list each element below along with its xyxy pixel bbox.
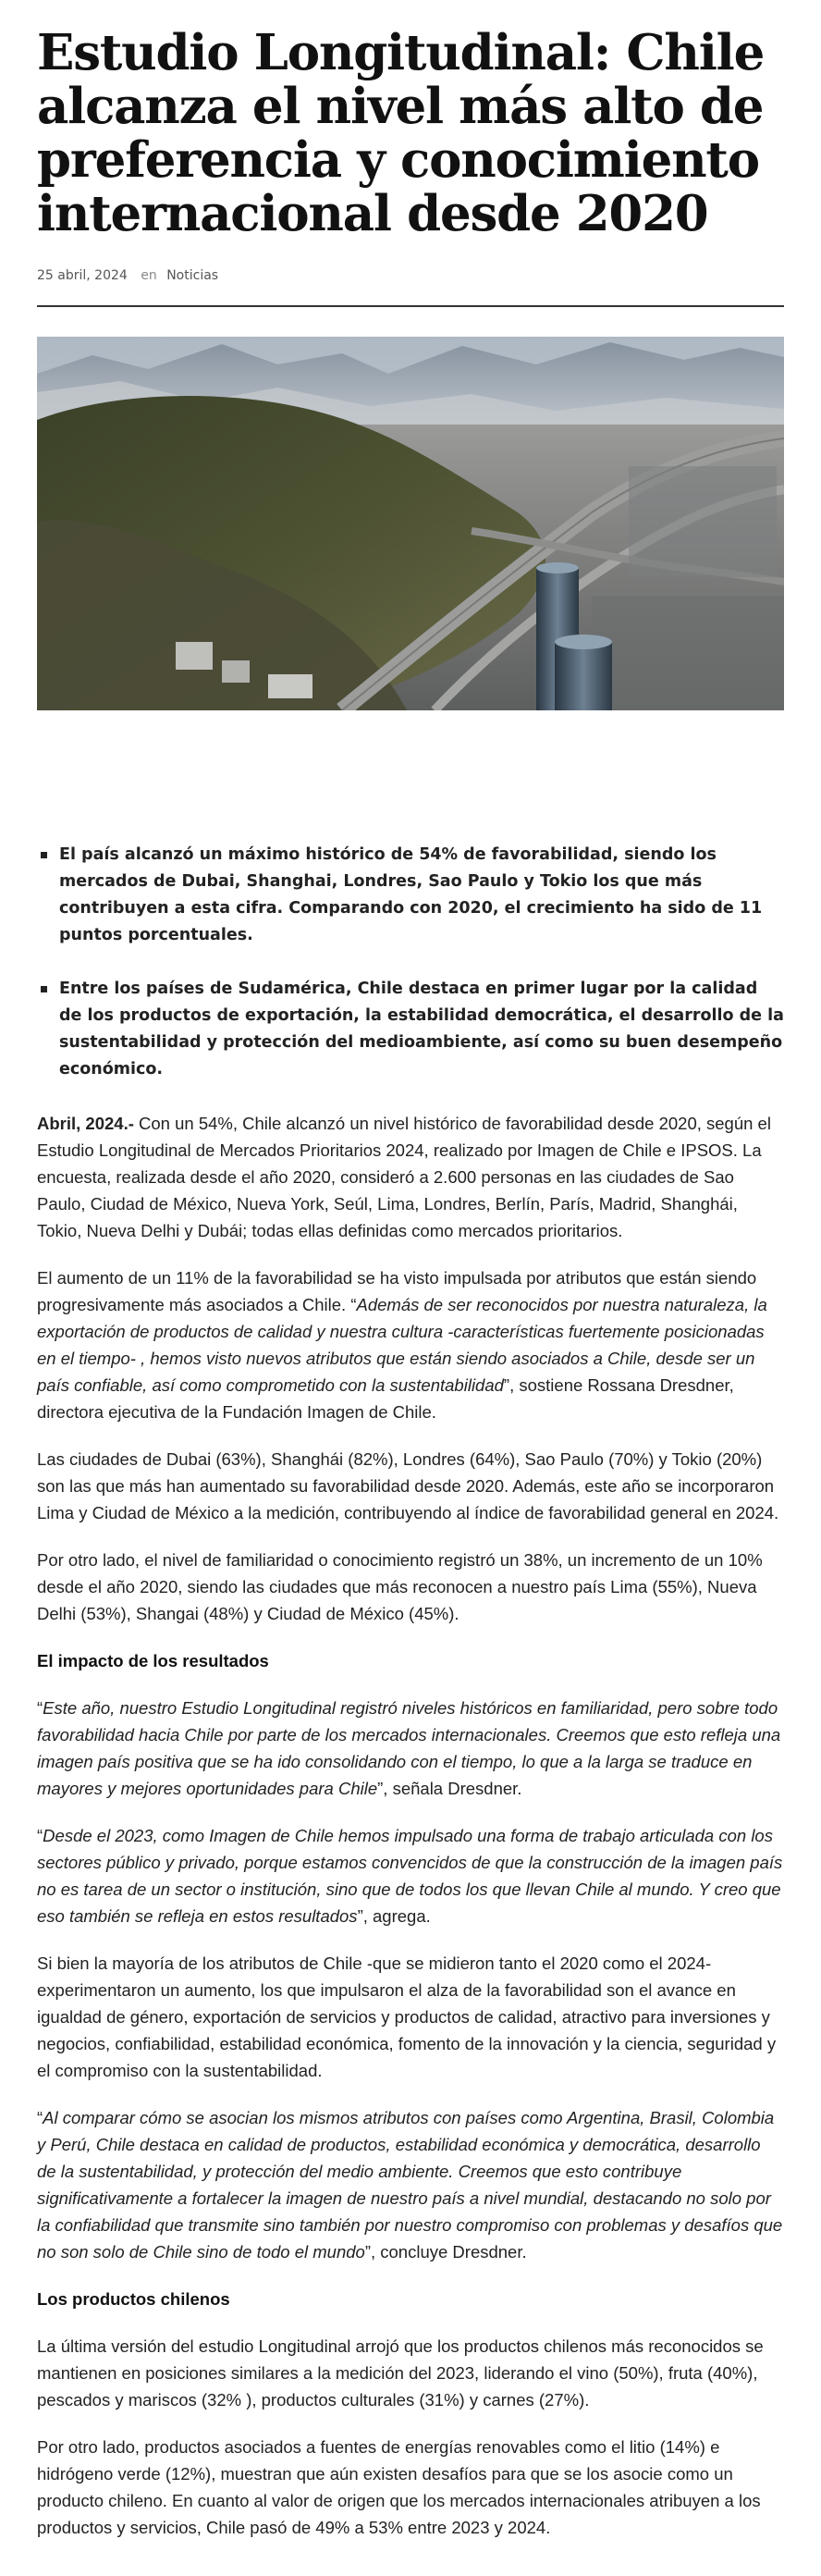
section-heading: Los productos chilenos — [37, 2289, 230, 2309]
paragraph: Abril, 2024.- Con un 54%, Chile alcanzó un nivel histórico de favorabilidad desde 2020, según el Estudio Longitudinal de Mercados Prioritarios 2024, realizado por Imagen de Chile e IPSOS. La encuesta, realizada desde el año 2020, consideró a 2.600 personas en las ciudades de Sao Paulo, Ciudad de México, Nueva York, Seúl, Lima, Londres, Berlín, París, Madrid, Shanghái, Tokio, Nueva Delhi y Dubái; todas ellas definidas como mercados prioritarios. — [37, 1114, 771, 1240]
quote: Además de ser reconocidos por nuestra naturaleza, la exportación de productos de calidad y nuestra cultura -características fuertemente posicionadas en el tiempo- , hemos visto nuevos atributos que están siendo asociados a Chile, desde ser un país confiable, así como comprometido con la sustentabilidad — [37, 1295, 767, 1395]
title-divider — [37, 305, 784, 307]
hero-image — [37, 337, 784, 710]
article-body — [37, 1110, 784, 2541]
highlight-item: Entre los países de Sudamérica, Chile destaca en primer lugar por la calidad de los productos de exportación, la estabilidad democrática, el desarrollo de la sustentabilidad y protección del medioambiente, así como su buen desempeño económico. — [37, 976, 784, 1083]
paragraph: Por otro lado, productos asociados a fuentes de energías renovables como el litio (14%) e hidrógeno verde (12%), muestran que aún existen desafíos para que se los asocie como un producto chileno. En cuanto al valor de origen que los mercados internacionales atribuyen a los productos y servicios, Chile pasó de 49% a 53% entre 2023 y 2024. — [37, 2437, 761, 2537]
category-link[interactable]: Noticias — [166, 268, 219, 283]
paragraph: Por otro lado, el nivel de familiaridad o conocimiento registró un 38%, un incremento de un 10% desde el año 2020, siendo las ciudades que más reconocen a nuestro país Lima (55%), Nueva Delhi (53%), Shangai (48%) y Ciudad de México (45%). — [37, 1550, 763, 1623]
highlights-list — [37, 842, 784, 1083]
section-heading: El impacto de los resultados — [37, 1651, 269, 1670]
quote: Al comparar cómo se asocian los mismos atributos con países como Argentina, Brasil, Colombia y Perú, Chile destaca en calidad de productos, estabilidad económica y democrática, desarrollo de la sustentabilidad, y protección del medio ambiente. Creemos que esto contribuye significativamente a fortalecer la imagen de nuestro país a nivel mundial, destacando no solo por la confiabilidad que transmite sino también por nuestro compromiso con problemas y desafíos que no son solo de Chile sino de todo el mundo — [37, 2108, 783, 2262]
article-date: 25 abril, 2024 — [37, 268, 128, 283]
paragraph: La última versión del estudio Longitudinal arrojó que los productos chilenos más reconocidos se mantienen en posiciones similares a la medición del 2023, liderando el vino (50%), fruta (40%), pescados y mariscos (32% ), productos culturales (31%) y carnes (27%). — [37, 2336, 764, 2410]
paragraph: Las ciudades de Dubai (63%), Shanghái (82%), Londres (64%), Sao Paulo (70%) y Tokio (20%) son las que más han aumentado su favorabilidad desde 2020. Además, este año se incorporaron Lima y Ciudad de México a la medición, contribuyendo al índice de favorabilidad general en 2024. — [37, 1449, 779, 1522]
dateline: Abril, 2024.- — [37, 1114, 134, 1133]
paragraph: “Desde el 2023, como Imagen de Chile hemos impulsado una forma de trabajo articulada con los sectores público y privado, porque estamos convencidos de que la construcción de la imagen país no es tarea de un sector o institución, sino que de todos los que llevan Chile al mundo. Y creo que eso también se refleja en estos resultados”, agrega. — [37, 1826, 783, 1926]
paragraph: Si bien la mayoría de los atributos de Chile -que se midieron tanto el 2020 como el 2024- experimentaron un aumento, los que impulsaron el alza de la favorabilidad son el avance en igualdad de género, exportación de servicios y productos de calidad, atractivo para inversiones y negocios, confiabilidad, estabilidad económica, fomento de la innovación y la ciencia, seguridad y el compromiso con la sustentabilidad. — [37, 1954, 777, 2080]
paragraph: “Este año, nuestro Estudio Longitudinal registró niveles históricos en familiaridad, pero sobre todo favorabilidad hacia Chile por parte de los mercados internacionales. Creemos que esto refleja una imagen país positiva que se ha ido consolidando con el tiempo, lo que a la larga se traduce en mayores y mejores oportunidades para Chile”, señala Dresdner. — [37, 1698, 781, 1798]
quote: Desde el 2023, como Imagen de Chile hemos impulsado una forma de trabajo articulada con los sectores público y privado, porque estamos convencidos de que la construcción de la imagen país no es tarea de un sector o institución, sino que de todos los que llevan Chile al mundo. Y creo que eso también se refleja en estos resultados — [37, 1826, 783, 1926]
aerial-city-photo-icon — [37, 337, 784, 710]
meta-in-label: en — [141, 268, 157, 283]
paragraph: “Al comparar cómo se asocian los mismos atributos con países como Argentina, Brasil, Colombia y Perú, Chile destaca en calidad de productos, estabilidad económica y democrática, desarrollo de la sustentabilidad, y protección del medio ambiente. Creemos que esto contribuye significativamente a fortalecer la imagen de nuestro país a nivel mundial, destacando no solo por la confiabilidad que transmite sino también por nuestro compromiso con problemas y desafíos que no son solo de Chile sino de todo el mundo”, concluye Dresdner. — [37, 2108, 783, 2262]
quote: Este año, nuestro Estudio Longitudinal registró niveles históricos en familiaridad, pero sobre todo favorabilidad hacia Chile por parte de los mercados internacionales. Creemos que esto refleja una imagen país positiva que se ha ido consolidando con el tiempo, lo que a la larga se traduce en mayores y mejores oportunidades para Chile — [37, 1698, 781, 1798]
article — [37, 0, 784, 2561]
paragraph: El aumento de un 11% de la favorabilidad se ha visto impulsada por atributos que están siendo progresivamente más asociados a Chile. “Además de ser reconocidos por nuestra naturaleza, la exportación de productos de calidad y nuestra cultura -características fuertemente posicionadas en el tiempo- , hemos visto nuevos atributos que están siendo asociados a Chile, desde ser un país confiable, así como comprometido con la sustentabilidad”, sostiene Rossana Dresdner, directora ejecutiva de la Fundación Imagen de Chile. — [37, 1268, 767, 1422]
highlight-item: El país alcanzó un máximo histórico de 54% de favorabilidad, siendo los mercados de Dubai, Shanghai, Londres, Sao Paulo y Tokio los que más contribuyen a esta cifra. Comparando con 2020, el crecimiento ha sido de 11 puntos porcentuales. — [37, 842, 784, 949]
article-meta — [37, 268, 784, 287]
article-title: Estudio Longitudinal: Chile alcanza el nivel más alto de preferencia y conocimiento internacional desde 2020 — [37, 24, 765, 242]
